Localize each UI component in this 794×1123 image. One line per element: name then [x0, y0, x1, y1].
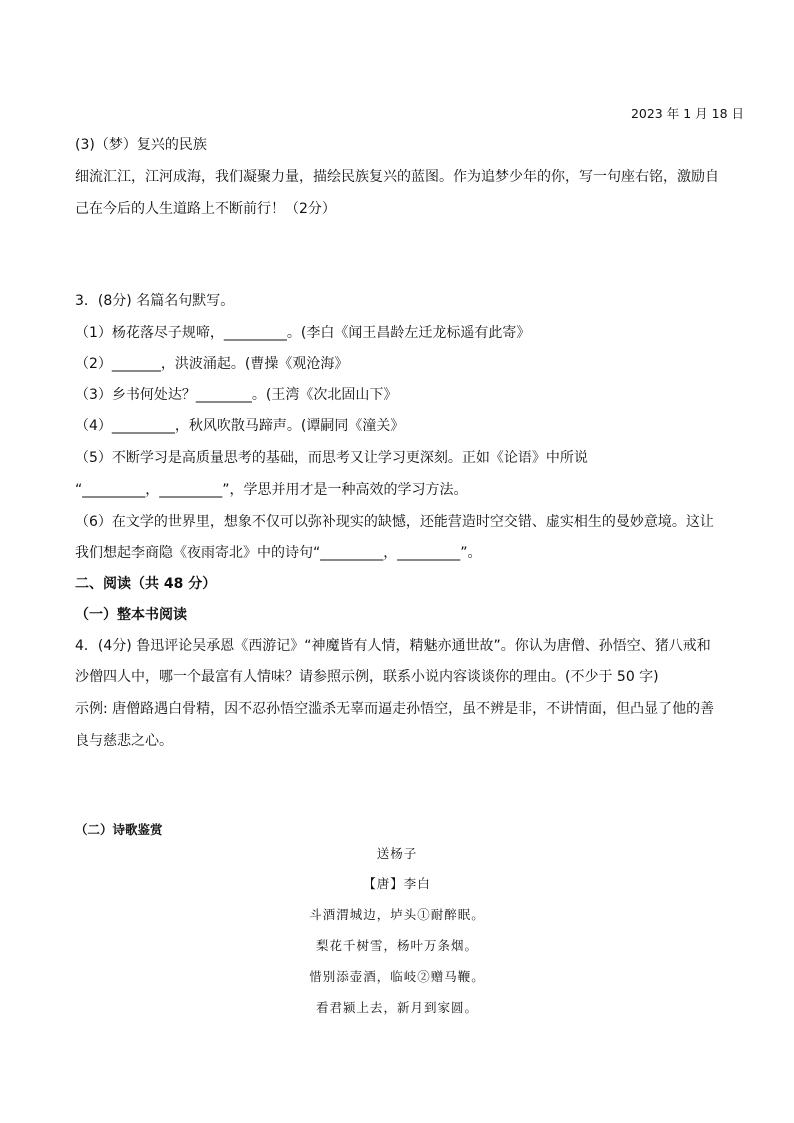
q3-item-5-cont: “_________，_________”，学思并用才是一种高效的学习方法。	[75, 482, 468, 498]
q4-line1: 4．(4分) 鲁迅评论吴承恩《西游记》“神魔皆有人情，精魅亦通世故”。你认为唐僧、孙悟空、猪八戒和	[75, 638, 711, 654]
q2-part3-line1: 细流汇江，江河成海，我们凝聚力量，描绘民族复兴的蓝图。作为追梦少年的你，写一句座右铭，激励自	[75, 169, 719, 185]
q3-title: 3．(8分) 名篇名句默写。	[75, 293, 235, 309]
q3-item-4: （4）_________，秋风吹散马蹄声。(谭嗣同《潼关》	[75, 418, 405, 434]
q4-line2: 沙僧四人中，哪一个最富有人情味？请参照示例，联系小说内容谈谈你的理由。(不少于 50 字)	[75, 669, 659, 685]
q3-item-1: （1）杨花落尽子规啼，_________。(李白《闻王昌龄左迁龙标遥有此寄》	[75, 325, 531, 341]
section-2-subtitle: （一）整本书阅读	[75, 607, 187, 623]
poem-title: 送杨子	[376, 846, 418, 861]
q3-item-3: （3）乡书何处达？________。(王湾《次北固山下》	[75, 387, 398, 403]
q4-example-line1: 示例: 唐僧路遇白骨精，因不忍孙悟空滥杀无辜而逼走孙悟空，虽不辨是非，不讲情面，但凸显了他的善	[75, 701, 715, 717]
date-header: 2023 年 1 月 18 日	[630, 106, 744, 121]
poem-section-title: （二）诗歌鉴赏	[75, 822, 163, 837]
q2-part3-title: (3)（梦）复兴的民族	[75, 137, 207, 153]
poem-line-4: 看君颍上去，新月到家圆。	[315, 1000, 478, 1015]
poem-line-2: 梨花千树雪，杨叶万条烟。	[315, 938, 478, 953]
q3-item-6-cont: 我们想起李商隐《夜雨寄北》中的诗句“_________，_________”。	[75, 545, 482, 561]
poem-author: 【唐】李白	[363, 876, 431, 891]
q3-item-6: （6）在文学的世界里，想象不仅可以弥补现实的缺憾，还能营造时空交错、虚实相生的曼妙意境。这让	[75, 514, 714, 530]
section-2-title: 二、阅读（共 48 分）	[75, 576, 217, 592]
q2-part3-line2: 己在今后的人生道路上不断前行！（2分）	[75, 201, 336, 217]
q4-example-line2: 良与慈悲之心。	[75, 733, 173, 749]
q3-item-2: （2）_______，洪波涌起。(曹操《观沧海》	[75, 356, 349, 372]
poem-line-3: 惜别添壶酒，临岐②赠马鞭。	[309, 969, 485, 984]
poem-line-1: 斗酒渭城边，垆头①耐醉眠。	[309, 907, 485, 922]
q3-item-5: （5）不断学习是高质量思考的基础，而思考又让学习更深刻。正如《论语》中所说	[75, 450, 588, 466]
